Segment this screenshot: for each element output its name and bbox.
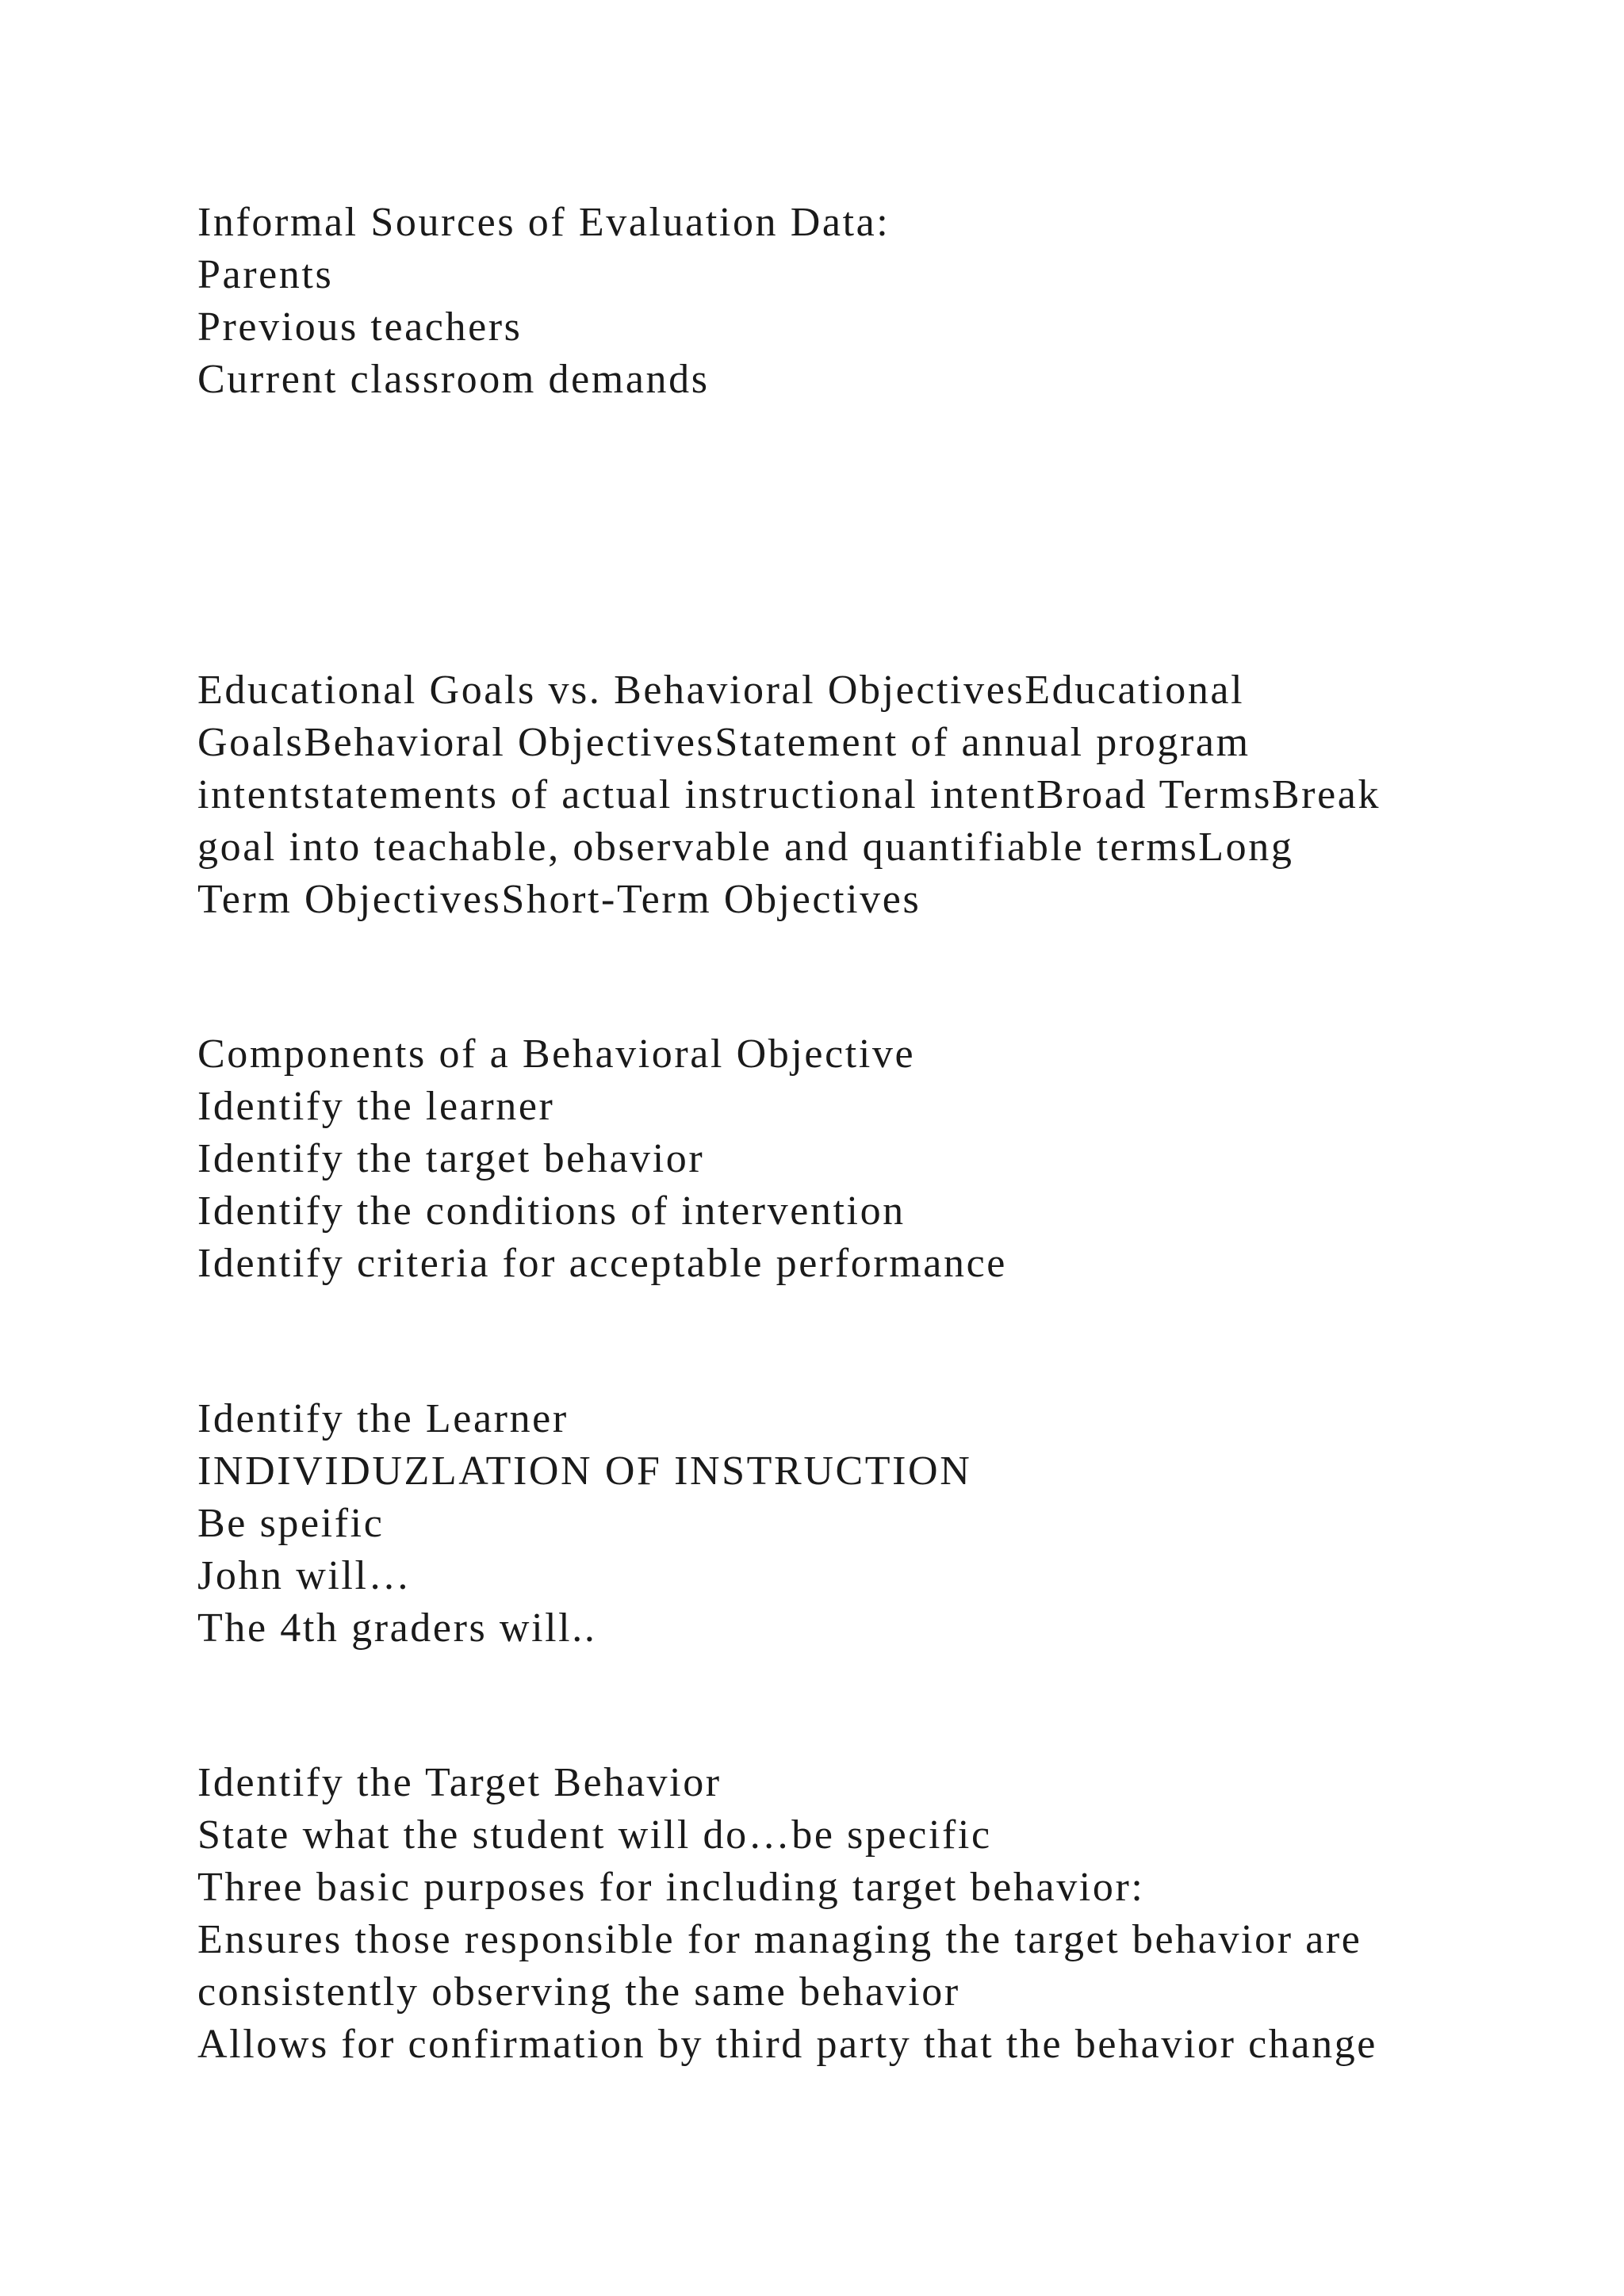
list-item: John will…	[197, 1553, 412, 1598]
text-line: intentstatements of actual instructional intentBroad TermsBreak	[197, 772, 1381, 817]
list-item: Allows for confirmation by third party that the behavior change	[197, 2022, 1377, 2067]
list-item: Be speific	[197, 1501, 385, 1546]
list-item: Identify the conditions of intervention	[197, 1188, 906, 1234]
text-line: Term ObjectivesShort-Term Objectives	[197, 877, 921, 922]
section-informal-sources	[197, 197, 1514, 406]
list-item: INDIVIDUZLATION OF INSTRUCTION	[197, 1448, 972, 1494]
list-item: Identify the learner	[197, 1084, 555, 1129]
text-line: Educational Goals vs. Behavioral ObjectivesEducational	[197, 668, 1245, 713]
section-components	[197, 1028, 1514, 1290]
section-heading: Identify the Target Behavior	[197, 1760, 722, 1805]
list-item: Identify criteria for acceptable performance	[197, 1241, 1007, 1286]
list-item: State what the student will do…be specific	[197, 1812, 992, 1858]
section-identify-learner	[197, 1393, 1514, 1655]
list-item: Three basic purposes for including target behavior:	[197, 1865, 1145, 1910]
section-goals-vs-objectives	[197, 664, 1514, 926]
text-line: goal into teachable, observable and quantifiable termsLong	[197, 825, 1294, 870]
text-line: GoalsBehavioral ObjectivesStatement of annual program	[197, 720, 1251, 765]
list-item: Previous teachers	[197, 304, 523, 350]
list-item: Parents	[197, 252, 334, 297]
list-item: Ensures those responsible for managing the target behavior are	[197, 1917, 1362, 1962]
section-identify-target-behavior	[197, 1757, 1514, 2071]
list-item: Current classroom demands	[197, 357, 710, 402]
section-heading: Identify the Learner	[197, 1396, 569, 1441]
section-heading: Components of a Behavioral Objective	[197, 1031, 916, 1077]
list-item: Identify the target behavior	[197, 1136, 705, 1181]
list-item: The 4th graders will..	[197, 1605, 597, 1651]
list-item: consistently observing the same behavior	[197, 1969, 960, 2015]
section-heading: Informal Sources of Evaluation Data:	[197, 200, 891, 245]
